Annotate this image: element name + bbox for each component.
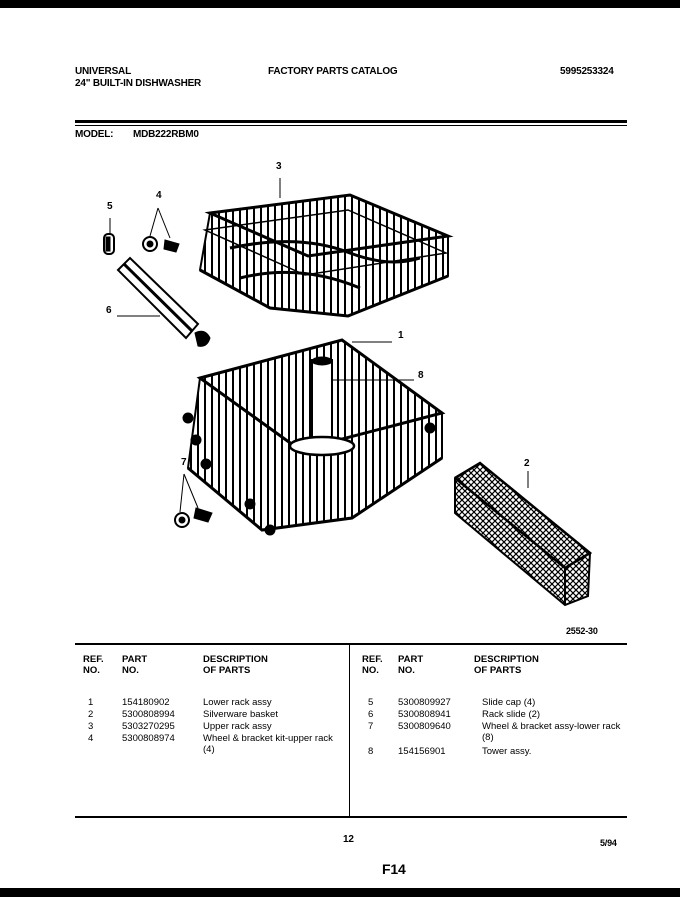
upper-wheel-bracket-drawing xyxy=(143,237,179,252)
table-cell-part: 5300808941 xyxy=(398,709,451,720)
table-cell-part: 5300808994 xyxy=(122,709,175,720)
header-part-line1: PART xyxy=(122,654,148,665)
header-part-line2: NO. xyxy=(122,665,139,676)
header-desc-line2: OF PARTS xyxy=(203,665,251,676)
header-desc-line1: DESCRIPTION xyxy=(474,654,539,665)
table-cell-desc: Slide cap (4) xyxy=(482,697,536,708)
table-cell-part: 5300809927 xyxy=(398,697,451,708)
table-cell-ref: 8 xyxy=(368,746,374,757)
table-cell-desc: Wheel & bracket assy-lower rack (8) xyxy=(482,721,621,743)
table-cell-part: 154180902 xyxy=(122,697,170,708)
callout-2: 2 xyxy=(524,458,530,469)
page-number: 12 xyxy=(343,834,354,845)
brand-name: UNIVERSAL xyxy=(75,66,131,77)
header-ref-line2: NO. xyxy=(362,665,379,676)
callout-5: 5 xyxy=(107,201,113,212)
left-ref-column xyxy=(88,697,93,745)
model-label: MODEL: xyxy=(75,129,114,140)
table-cell-part: 5303270295 xyxy=(122,721,175,732)
table-cell-ref: 1 xyxy=(88,697,94,708)
table-column-divider xyxy=(349,644,350,816)
header-ref-line1: REF. xyxy=(362,654,383,665)
table-cell-desc: Silverware basket xyxy=(203,709,278,720)
figure-code: 2552-30 xyxy=(566,626,598,636)
right-part-column xyxy=(398,697,451,758)
callout-3: 3 xyxy=(276,161,282,172)
exploded-parts-diagram xyxy=(0,8,680,648)
table-cell-desc: Lower rack assy xyxy=(203,697,272,708)
table-cell-desc: Tower assy. xyxy=(482,746,532,757)
callout-1: 1 xyxy=(398,330,404,341)
catalog-title: FACTORY PARTS CATALOG xyxy=(268,66,398,77)
slide-cap-drawing xyxy=(104,234,114,254)
product-name: 24" BUILT-IN DISHWASHER xyxy=(75,78,202,89)
table-cell-part: 5300809640 xyxy=(398,721,451,732)
table-cell-ref: 2 xyxy=(88,709,94,720)
callout-6: 6 xyxy=(106,305,112,316)
table-cell-desc: Upper rack assy xyxy=(203,721,272,732)
rack-slide-drawing xyxy=(118,258,210,346)
header-ref-left xyxy=(83,654,104,676)
header-part-left xyxy=(122,654,147,676)
header-ref-line1: REF. xyxy=(83,654,104,665)
table-cell-desc: Rack slide (2) xyxy=(482,709,541,720)
header-part-line1: PART xyxy=(398,654,424,665)
header-desc-line1: DESCRIPTION xyxy=(203,654,268,665)
callout-4: 4 xyxy=(156,190,162,201)
right-desc-column xyxy=(482,697,622,758)
model-value: MDB222RBM0 xyxy=(133,129,199,140)
header-desc-left xyxy=(203,654,268,676)
upper-rack-drawing xyxy=(200,195,448,316)
table-bottom-rule xyxy=(75,816,627,818)
revision-date: 5/94 xyxy=(600,838,617,848)
table-top-rule xyxy=(75,643,627,645)
table-cell-ref: 4 xyxy=(88,733,94,744)
table-cell-desc: Wheel & bracket kit-upper rack (4) xyxy=(203,733,333,755)
header-ref-line2: NO. xyxy=(83,665,100,676)
callout-7: 7 xyxy=(181,457,187,468)
left-desc-column xyxy=(203,697,338,755)
table-cell-ref: 7 xyxy=(368,721,374,732)
header-part-right xyxy=(398,654,423,676)
header-ref-right xyxy=(362,654,383,676)
header-desc-right xyxy=(474,654,539,676)
table-cell-ref: 3 xyxy=(88,721,94,732)
lower-rack-drawing xyxy=(183,340,442,535)
header-part-line2: NO. xyxy=(398,665,415,676)
parts-catalog-page xyxy=(0,8,680,888)
left-part-column xyxy=(122,697,175,745)
right-ref-column xyxy=(368,697,373,758)
silverware-basket-drawing xyxy=(455,463,590,605)
table-cell-ref: 5 xyxy=(368,697,374,708)
catalog-number: 5995253324 xyxy=(560,66,614,77)
table-cell-ref: 6 xyxy=(368,709,374,720)
callout-8: 8 xyxy=(418,370,424,381)
table-cell-part: 5300808974 xyxy=(122,733,175,744)
header-desc-line2: OF PARTS xyxy=(474,665,522,676)
section-code: F14 xyxy=(382,861,406,877)
table-cell-part: 154156901 xyxy=(398,746,446,757)
